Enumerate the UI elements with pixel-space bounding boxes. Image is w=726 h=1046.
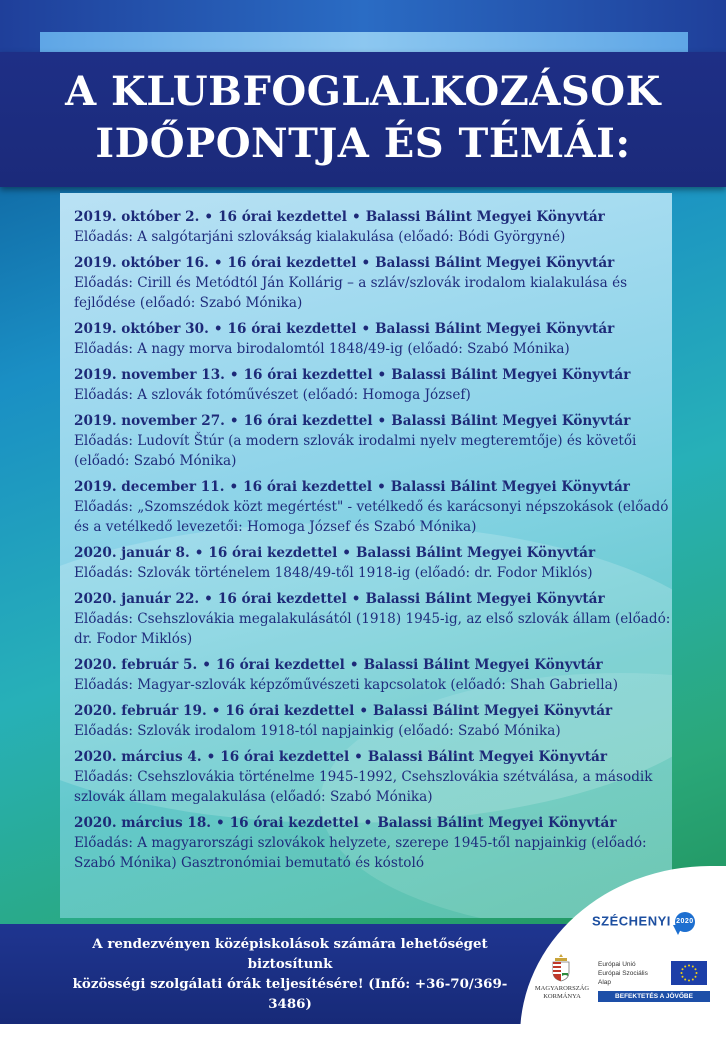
event-time: 16 órai kezdettel	[215, 657, 345, 673]
event-date: 2020. március 18.	[74, 815, 212, 831]
bullet-separator: •	[363, 815, 373, 831]
event-venue: Balassi Bálint Megyei Könyvtár	[356, 545, 596, 561]
bullet-separator: •	[351, 209, 361, 225]
bullet-separator: •	[361, 321, 371, 337]
event-item	[74, 207, 674, 247]
event-date: 2020. február 19.	[74, 703, 207, 719]
event-venue: Balassi Bálint Megyei Könyvtár	[363, 657, 603, 673]
event-header	[74, 253, 674, 273]
event-description: Előadás: Ludovít Štúr (a modern szlovák irodalmi nyelv megteremtője) és követői (előadó: Szabó Mónika)	[74, 433, 637, 469]
event-date: 2019. november 13.	[74, 367, 225, 383]
event-venue: Balassi Bálint Megyei Könyvtár	[375, 321, 615, 337]
event-date: 2019. október 30.	[74, 321, 209, 337]
eu-line-3: Alap	[598, 979, 612, 986]
event-item	[74, 813, 674, 873]
event-header	[74, 319, 674, 339]
event-item	[74, 701, 674, 741]
event-description: Előadás: A szlovák fotóművészet (előadó: Homoga József)	[74, 387, 471, 403]
bullet-separator: •	[377, 479, 386, 495]
event-date: 2019. december 11.	[74, 479, 225, 495]
event-header	[74, 543, 674, 563]
event-date: 2020. január 8.	[74, 545, 190, 561]
map-pin-icon	[673, 925, 683, 935]
bullet-separator: •	[204, 209, 214, 225]
bullet-separator: •	[361, 255, 371, 271]
event-date: 2020. március 4.	[74, 749, 202, 765]
event-date: 2019. október 2.	[74, 209, 200, 225]
title-line-2: IDŐPONTJA ÉS TÉMÁI:	[95, 120, 631, 167]
bullet-separator: •	[204, 591, 213, 607]
bullet-separator: •	[213, 321, 223, 337]
event-item	[74, 253, 674, 313]
event-description: Előadás: Szlovák irodalom 1918-tól napjainkig (előadó: Szabó Mónika)	[74, 723, 561, 739]
event-time: 16 órai kezdettel	[208, 545, 338, 561]
event-venue: Balassi Bálint Megyei Könyvtár	[367, 749, 608, 765]
event-header	[74, 477, 674, 497]
event-item	[74, 655, 674, 695]
event-time: 16 órai kezdettel	[227, 255, 357, 271]
event-description: Előadás: Cirill és Metódtól Ján Kollárig – a szláv/szlovák irodalom kialakulása és fejlődése (előadó: Szabó Mónika)	[74, 275, 628, 311]
event-item	[74, 543, 674, 583]
bullet-separator: •	[342, 545, 351, 561]
event-item	[74, 477, 674, 537]
event-time: 16 órai kezdettel	[243, 367, 373, 383]
bullet-separator: •	[349, 657, 359, 673]
szechenyi-label: SZÉCHENYI	[592, 913, 671, 929]
gov-line-1: MAGYARORSZÁG	[534, 985, 590, 992]
bullet-separator: •	[351, 591, 361, 607]
event-date: 2020. február 5.	[74, 657, 198, 673]
events-list	[74, 207, 674, 879]
eu-label	[598, 960, 668, 987]
event-description: Előadás: A magyarországi szlovákok helyzete, szerepe 1945-től napjainkig (előadó: Szabó Mónika) Gasztronómiai bemutató és kóstoló	[74, 835, 647, 871]
eu-line-1: Európai Unió	[598, 961, 636, 968]
event-item	[74, 747, 674, 807]
bullet-separator: •	[359, 703, 369, 719]
event-header	[74, 365, 674, 385]
bullet-separator: •	[229, 479, 239, 495]
event-header	[74, 747, 674, 767]
inner-frame	[40, 32, 688, 52]
bullet-separator: •	[206, 749, 216, 765]
title-line-1: A KLUBFOGLALKOZÁSOK	[65, 68, 661, 115]
eu-line-2: Európai Szociális	[598, 970, 648, 977]
event-header	[74, 701, 674, 721]
event-time: 16 órai kezdettel	[227, 321, 357, 337]
bullet-separator: •	[213, 255, 223, 271]
event-item	[74, 319, 674, 359]
eu-flag-icon	[671, 961, 707, 985]
event-time: 16 órai kezdettel	[243, 479, 373, 495]
footer-line-1: A rendezvényen középiskolások számára lehetőséget biztosítunk	[92, 936, 488, 972]
event-description: Előadás: Csehszlovákia történelme 1945-1992, Csehszlovákia szétválása, a második szlovák állam megalakulása (előadó: Szabó Mónika)	[74, 769, 653, 805]
event-time: 16 órai kezdettel	[218, 209, 347, 225]
event-time: 16 órai kezdettel	[217, 591, 347, 607]
bullet-separator: •	[194, 545, 204, 561]
event-date: 2020. január 22.	[74, 591, 200, 607]
bullet-separator: •	[377, 413, 387, 429]
event-header	[74, 655, 674, 675]
event-header	[74, 411, 674, 431]
event-venue: Balassi Bálint Megyei Könyvtár	[365, 209, 605, 225]
event-venue: Balassi Bálint Megyei Könyvtár	[375, 255, 615, 271]
event-description: Előadás: Csehszlovákia megalakulásától (1918) 1945-ig, az első szlovák állam (előadó: dr. Fodor Miklós)	[74, 611, 671, 647]
event-description: Előadás: A salgótarjáni szlovákság kialakulása (előadó: Bódi Györgyné)	[74, 229, 566, 245]
hungarian-crest-icon	[549, 952, 573, 982]
gov-line-2: KORMÁNYA	[543, 993, 581, 1000]
government-label	[528, 985, 596, 1001]
event-venue: Balassi Bálint Megyei Könyvtár	[390, 479, 630, 495]
event-description: Előadás: „Szomszédok közt megértést" - vetélkedő és karácsonyi népszokások (előadó és a vetélkedő levezetői: Homoga József és Szabó Mónika)	[74, 499, 669, 535]
event-date: 2019. október 16.	[74, 255, 209, 271]
event-venue: Balassi Bálint Megyei Könyvtár	[373, 703, 613, 719]
event-header	[74, 207, 674, 227]
bullet-separator: •	[354, 749, 363, 765]
event-date: 2019. november 27.	[74, 413, 225, 429]
footer-note	[60, 934, 520, 1014]
event-item	[74, 411, 674, 471]
bullet-separator: •	[216, 815, 225, 831]
event-description: Előadás: Szlovák történelem 1848/49-től 1918-ig (előadó: dr. Fodor Miklós)	[74, 565, 593, 581]
event-description: Előadás: A nagy morva birodalomtól 1848/49-ig (előadó: Szabó Mónika)	[74, 341, 570, 357]
event-header	[74, 813, 674, 833]
event-venue: Balassi Bálint Megyei Könyvtár	[391, 413, 631, 429]
event-venue: Balassi Bálint Megyei Könyvtár	[377, 815, 617, 831]
event-header	[74, 589, 674, 609]
event-venue: Balassi Bálint Megyei Könyvtár	[391, 367, 631, 383]
event-time: 16 órai kezdettel	[225, 703, 355, 719]
footer-line-2: közösségi szolgálati órák teljesítésére! (Infó: +36-70/369-3486)	[72, 976, 508, 1012]
bullet-separator: •	[211, 703, 221, 719]
eu-slogan: BEFEKTETÉS A JÖVŐBE	[598, 991, 710, 1002]
event-item	[74, 365, 674, 405]
bullet-separator: •	[229, 367, 239, 383]
bullet-separator: •	[377, 367, 387, 383]
event-time: 16 órai kezdettel	[243, 413, 373, 429]
event-description: Előadás: Magyar-szlovák képzőművészeti kapcsolatok (előadó: Shah Gabriella)	[74, 677, 619, 693]
page-title	[0, 66, 726, 170]
event-item	[74, 589, 674, 649]
event-time: 16 órai kezdettel	[220, 749, 350, 765]
bullet-separator: •	[229, 413, 239, 429]
event-time: 16 órai kezdettel	[229, 815, 359, 831]
bullet-separator: •	[202, 657, 211, 673]
event-venue: Balassi Bálint Megyei Könyvtár	[365, 591, 605, 607]
szechenyi-year: 2020	[675, 912, 695, 932]
